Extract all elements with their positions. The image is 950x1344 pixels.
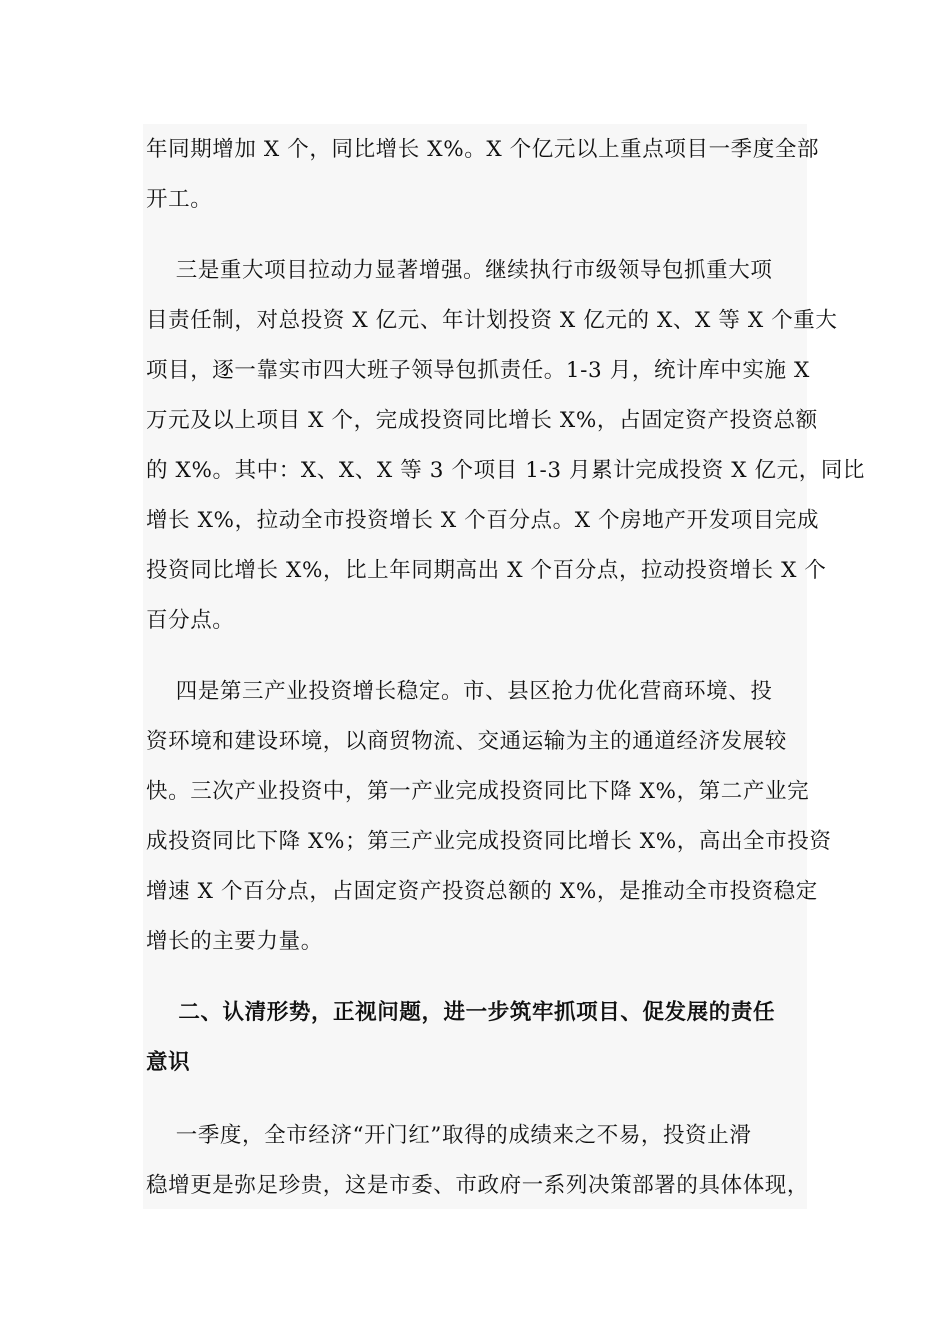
paragraph-line: 四是第三产业投资增长稳定。市、县区抢力优化营商环境、投	[146, 679, 773, 704]
paragraph-line: 开工。	[146, 187, 213, 212]
paragraph-line: 百分点。	[146, 608, 235, 633]
paragraph-line: 稳增更是弥足珍贵，这是市委、市政府一系列决策部署的具体体现，	[146, 1173, 810, 1198]
paragraph-line: 增速 X 个百分点，占固定资产投资总额的 X%，是推动全市投资稳定	[146, 879, 818, 904]
paragraph-line: 成投资同比下降 X%；第三产业完成投资同比增长 X%，高出全市投资	[146, 829, 832, 854]
paragraph-line: 目责任制，对总投资 X 亿元、年计划投资 X 亿元的 X、X 等 X 个重大	[146, 308, 838, 333]
paragraph-line: 增长的主要力量。	[146, 929, 323, 954]
paragraph-line: 年同期增加 X 个，同比增长 X%。X 个亿元以上重点项目一季度全部	[146, 137, 820, 162]
paragraph-line: 资环境和建设环境，以商贸物流、交通运输为主的通道经济发展较	[146, 729, 787, 754]
paragraph-line: 一季度，全市经济“开门红”取得的成绩来之不易，投资止滑	[146, 1123, 752, 1148]
paragraph-line: 投资同比增长 X%，比上年同期高出 X 个百分点，拉动投资增长 X 个	[146, 558, 827, 583]
section-heading-line: 二、认清形势，正视问题，进一步筑牢抓项目、促发展的责任	[146, 1000, 776, 1025]
paragraph-line: 项目，逐一靠实市四大班子领导包抓责任。1-3 月，统计库中实施 X	[146, 358, 810, 383]
paragraph-line: 增长 X%，拉动全市投资增长 X 个百分点。X 个房地产开发项目完成	[146, 508, 820, 533]
paragraph-line: 快。三次产业投资中，第一产业完成投资同比下降 X%，第二产业完	[146, 779, 810, 804]
section-heading-line: 意识	[146, 1050, 191, 1075]
paragraph-line: 万元及以上项目 X 个，完成投资同比增长 X%，占固定资产投资总额	[146, 408, 818, 433]
paragraph-line: 的 X%。其中：X、X、X 等 3 个项目 1-3 月累计完成投资 X 亿元，同比	[146, 458, 866, 483]
paragraph-line: 三是重大项目拉动力显著增强。继续执行市级领导包抓重大项	[146, 258, 773, 283]
